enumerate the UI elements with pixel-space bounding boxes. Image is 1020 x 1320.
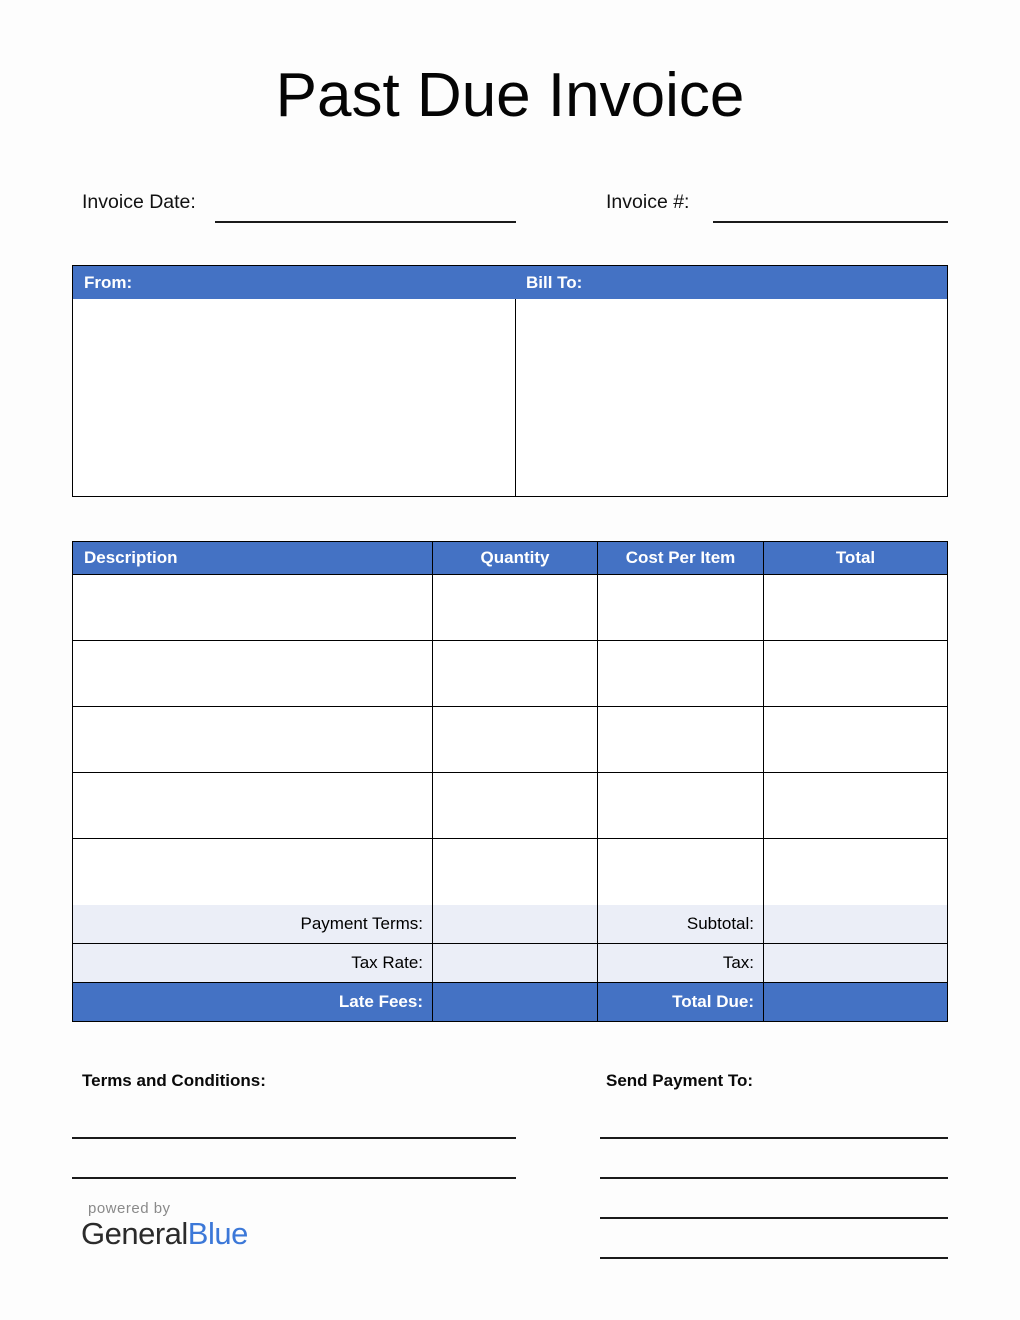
bill-to-header-label: Bill To:: [526, 272, 583, 292]
tax-rate-field[interactable]: [433, 944, 598, 982]
quantity-column-header: Quantity: [433, 542, 598, 574]
from-header-label: From:: [84, 272, 133, 292]
item-cell[interactable]: [73, 839, 433, 905]
invoice-date-label: Invoice Date:: [82, 191, 196, 213]
late-fees-label: Late Fees:: [73, 983, 433, 1021]
total-due-field[interactable]: [764, 983, 947, 1021]
total-due-label: Total Due:: [598, 983, 764, 1021]
item-cell[interactable]: [598, 773, 764, 838]
tax-field[interactable]: [764, 944, 947, 982]
item-row: [73, 575, 947, 641]
items-header-row: [73, 542, 947, 575]
item-cell[interactable]: [764, 575, 947, 640]
item-row: [73, 839, 947, 905]
invoice-number-line[interactable]: [713, 221, 948, 223]
item-cell[interactable]: [764, 839, 947, 905]
terms-line-2[interactable]: [72, 1177, 516, 1179]
item-cell[interactable]: [433, 641, 598, 706]
total-column-header: Total: [835, 548, 876, 567]
item-cell[interactable]: [73, 641, 433, 706]
payment-line-4[interactable]: [600, 1257, 948, 1259]
parties-body-row: [73, 299, 947, 496]
cost-per-item-column-header: Cost Per Item: [598, 542, 764, 574]
send-payment-to-label: Send Payment To:: [606, 1071, 754, 1090]
tax-rate-row: [73, 944, 947, 983]
terms-line-1[interactable]: [72, 1137, 516, 1139]
subtotal-label: Subtotal:: [598, 905, 764, 943]
tax-rate-label: Tax Rate:: [73, 944, 433, 982]
powered-by-text: powered by: [88, 1200, 171, 1217]
brand-general-text: General: [81, 1216, 188, 1251]
item-cell[interactable]: [73, 773, 433, 838]
terms-and-conditions-label: Terms and Conditions:: [82, 1071, 266, 1090]
item-row: [73, 641, 947, 707]
item-cell[interactable]: [764, 707, 947, 772]
from-field[interactable]: [73, 299, 516, 496]
item-cell[interactable]: [433, 773, 598, 838]
items-empty-rows: [73, 575, 947, 905]
item-cell[interactable]: [433, 839, 598, 905]
subtotal-field[interactable]: [764, 905, 947, 943]
payment-line-2[interactable]: [600, 1177, 948, 1179]
brand-blue-text: Blue: [187, 1216, 248, 1251]
item-cell[interactable]: [764, 641, 947, 706]
invoice-number-label: Invoice #:: [606, 191, 690, 213]
item-row: [73, 773, 947, 839]
item-cell[interactable]: [598, 575, 764, 640]
item-cell[interactable]: [433, 575, 598, 640]
item-cell[interactable]: [433, 707, 598, 772]
tax-label: Tax:: [598, 944, 764, 982]
item-cell[interactable]: [764, 773, 947, 838]
payment-line-3[interactable]: [600, 1217, 948, 1219]
item-cell[interactable]: [598, 707, 764, 772]
general-blue-logo: [81, 1216, 248, 1252]
item-cell[interactable]: [73, 575, 433, 640]
item-cell[interactable]: [598, 839, 764, 905]
parties-header-row: [73, 266, 947, 299]
payment-terms-row: [73, 905, 947, 944]
parties-table: [72, 265, 948, 497]
item-row: [73, 707, 947, 773]
page-title: Past Due Invoice: [275, 61, 745, 130]
late-fees-row: [73, 983, 947, 1021]
invoice-date-line[interactable]: [215, 221, 516, 223]
item-cell[interactable]: [73, 707, 433, 772]
payment-line-1[interactable]: [600, 1137, 948, 1139]
items-table: [72, 541, 948, 1022]
bill-to-field[interactable]: [516, 299, 947, 496]
payment-terms-field[interactable]: [433, 905, 598, 943]
item-cell[interactable]: [598, 641, 764, 706]
description-column-header: Description: [73, 542, 433, 574]
payment-terms-label: Payment Terms:: [73, 905, 433, 943]
late-fees-field[interactable]: [433, 983, 598, 1021]
